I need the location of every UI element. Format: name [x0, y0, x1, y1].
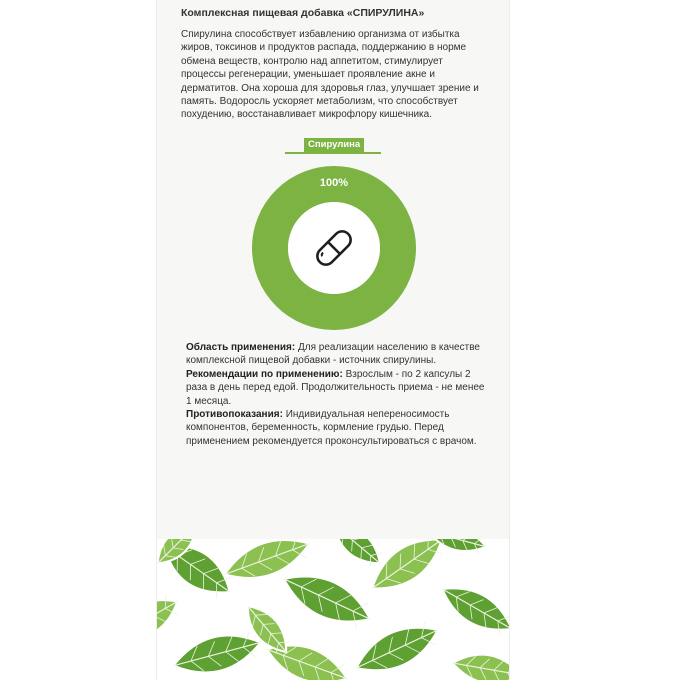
usage-paragraph [186, 368, 488, 408]
usage-text: Взрослым - по 2 капсулы 2 раза в день перед едой. Продолжительность приема - не менее 1 месяца. [186, 368, 485, 407]
scope-paragraph [186, 341, 488, 368]
contra-paragraph [186, 408, 488, 448]
percent-label: 100% [319, 177, 349, 189]
composition-donut [249, 163, 419, 333]
product-panel [157, 0, 509, 680]
usage-info [186, 341, 488, 448]
contra-text: Индивидуальная непереносимость компонентов, беременность, кормление грудью. Перед применением рекомендуется проконсультироваться с врачом. [186, 409, 477, 447]
scope-label: Область применения: [186, 342, 296, 353]
product-description: Спирулина способствует избавлению организма от избытка жиров, токсинов и продуктов распада, поддержанию в норме обмена веществ, контролю над аппетитом, стимулирует процессы регенерации, уменьшает проявление акне и дерматитов. Она хороша для здоровья глаз, улучшает зрение и память. Водоросль ускоряет метаболизм, что способствует похудению, восстанавливает микрофлору кишечника. [181, 29, 479, 121]
usage-label: Рекомендации по применению: [186, 368, 343, 380]
label-underline [285, 152, 381, 154]
contra-label: Противопоказания: [186, 409, 283, 421]
ingredient-label: Спирулина [304, 138, 364, 152]
scope-text: Для реализации населению в качестве комплексной пищевой добавки - источник спирулины. [186, 342, 480, 367]
leaf-pattern [157, 539, 509, 680]
leaf-pattern-svg [157, 539, 509, 680]
product-heading: Комплексная пищевая добавка «СПИРУЛИНА» [181, 7, 425, 19]
